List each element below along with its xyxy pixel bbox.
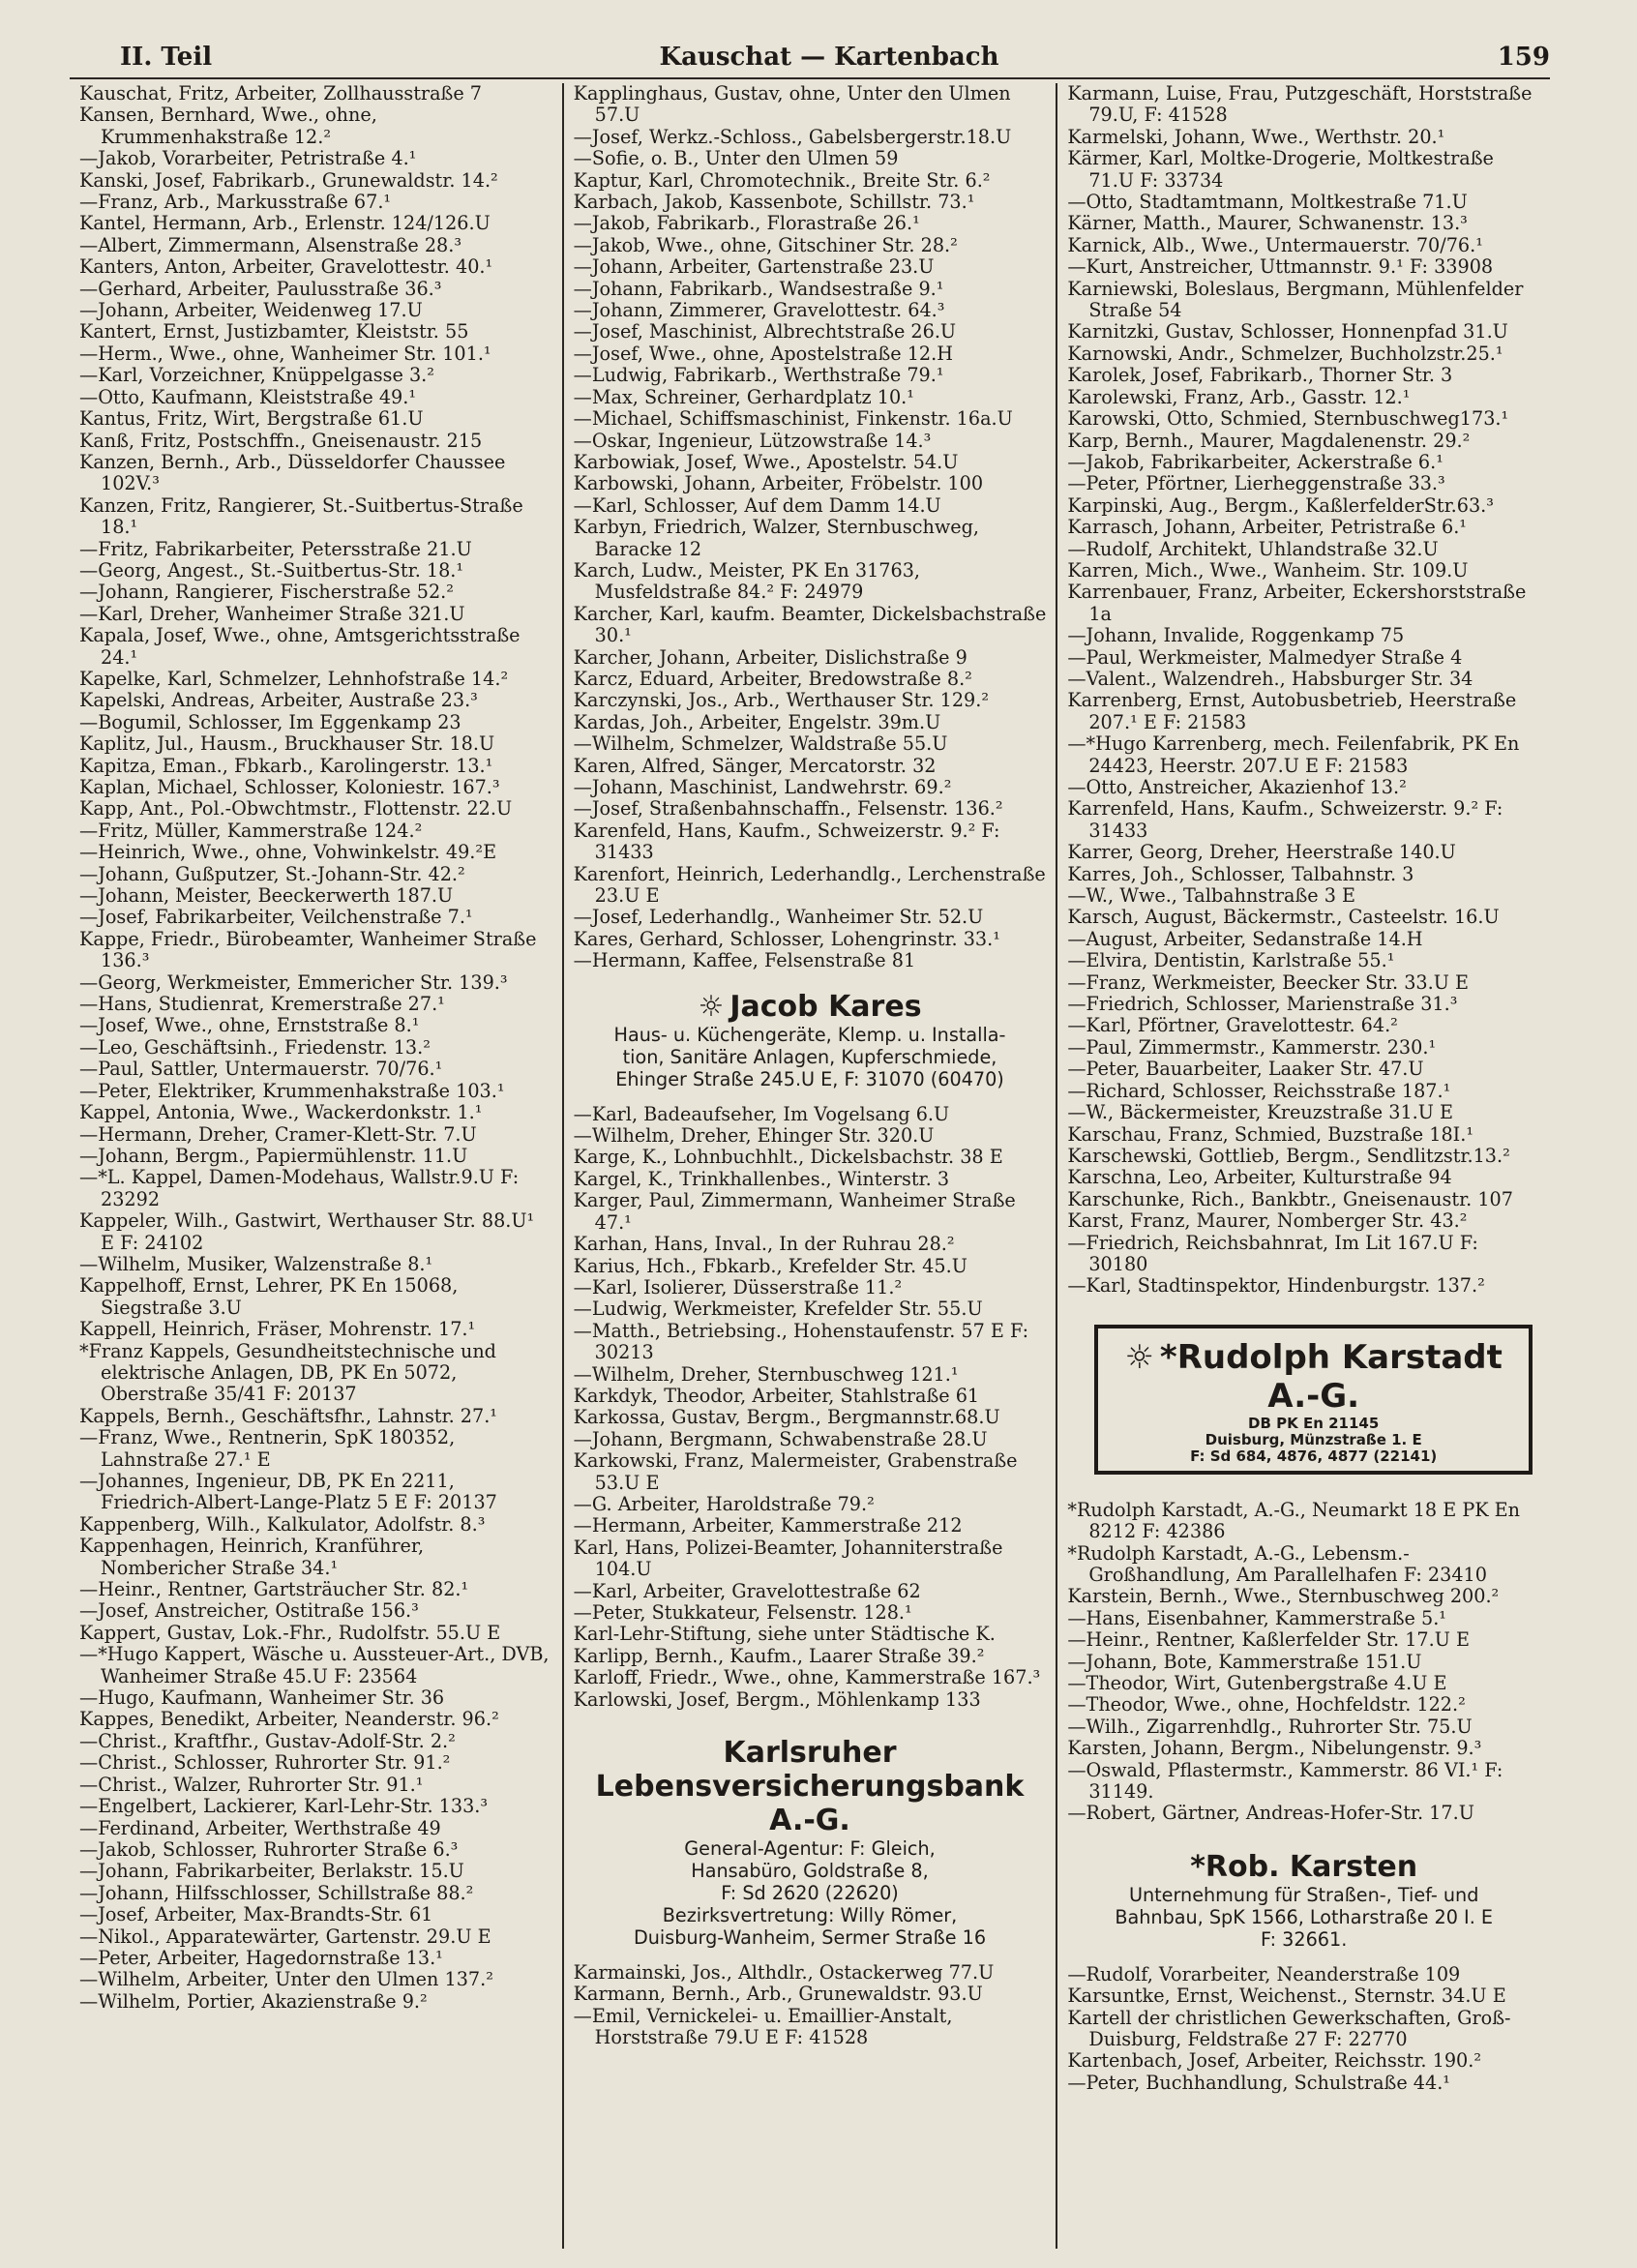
directory-entry: —Franz, Arb., Markusstraße 67.¹: [79, 191, 392, 214]
directory-entry: Karcher, Johann, Arbeiter, Dislichstraße 9: [573, 645, 967, 669]
directory-entry: —Ludwig, Werkmeister, Krefelder Str. 55.U: [573, 1298, 983, 1321]
directory-entry: Karius, Hch., Fbkarb., Krefelder Str. 45.U: [573, 1254, 967, 1277]
directory-entry: —Peter, Buchhandlung, Schulstraße 44.¹: [1067, 2071, 1450, 2094]
directory-entry: —Nikol., Apparatewärter, Gartenstr. 29.U E: [79, 1925, 491, 1948]
directory-entry: —Paul, Zimmermstr., Kammerstr. 230.¹: [1067, 1035, 1437, 1059]
page-header: [70, 43, 1550, 81]
directory-entry: Kanzen, Fritz, Rangierer, St.-Suitbertus-Straße 18.¹: [79, 493, 523, 539]
directory-entry: Kaplan, Michael, Schlosser, Koloniestr. 167.³: [79, 776, 500, 798]
directory-entry: Karres, Joh., Schlosser, Talbahnstr. 3: [1067, 862, 1414, 885]
directory-entry: —*L. Kappel, Damen-Modehaus, Wallstr.9.U F: 23292: [79, 1166, 520, 1210]
directory-entry: Karschunke, Rich., Bankbtr., Gneisenaustr. 107: [1067, 1187, 1513, 1210]
directory-entry: Karnowski, Andr., Schmelzer, Buchholzstr.25.¹: [1067, 342, 1503, 365]
ad-rob-karsten: [1067, 1850, 1540, 1951]
directory-entry: —Friedrich, Schlosser, Marienstraße 31.³: [1067, 993, 1458, 1016]
directory-entry: —Engelbert, Lackierer, Karl-Lehr-Str. 133.³: [79, 1795, 489, 1818]
directory-entry: —Georg, Angest., St.-Suitbertus-Str. 18.¹: [79, 558, 464, 582]
directory-entry: —Hermann, Dreher, Cramer-Klett-Str. 7.U: [79, 1122, 477, 1146]
directory-entry: Kapitza, Eman., Fbkarb., Karolingerstr. 13.¹: [79, 754, 493, 777]
directory-entry: Karp, Bernh., Maurer, Magdalenenstr. 29.²: [1067, 429, 1471, 452]
entry-list-2a: [574, 83, 1047, 972]
directory-entry: —Hermann, Arbeiter, Kammerstraße 212: [573, 1514, 963, 1537]
ad-karlsruher-line: Duisburg-Wanheim, Sermer Straße 16: [633, 1926, 987, 1950]
entry-list-2b: [574, 1104, 1047, 1711]
directory-entry: —Josef, Wwe., ohne, Apostelstraße 12.H: [573, 342, 953, 365]
directory-entry: Karniewski, Boleslaus, Bergmann, Mühlenfelder Straße 54: [1067, 277, 1524, 322]
directory-entry: —Rudolf, Architekt, Uhlandstraße 32.U: [1067, 537, 1439, 560]
ad-karlsruher-line: General-Agentur: F: Gleich,: [684, 1837, 936, 1861]
directory-entry: —Otto, Anstreicher, Akazienhof 13.²: [1067, 776, 1407, 798]
ad-karsten-line: Bahnbau, SpK 1566, Lotharstraße 20 I. E: [1115, 1905, 1494, 1928]
directory-entry: —Johann, Meister, Beeckerwerth 187.U: [79, 884, 454, 908]
directory-entry: —Oswald, Pflastermstr., Kammerstr. 86 VI.¹ F: 31149.: [1067, 1758, 1503, 1804]
ad-karlsruher-line: F: Sd 2620 (22620): [721, 1882, 899, 1905]
directory-entry: —Johann, Bergmann, Schwabenstraße 28.U: [573, 1427, 988, 1450]
directory-entry: —Josef, Arbeiter, Max-Brandts-Str. 61: [79, 1903, 433, 1926]
directory-entry: —Peter, Stukkateur, Felsenstr. 128.¹: [573, 1601, 912, 1624]
directory-entry: Karnick, Alb., Wwe., Untermauerstr. 70/76.¹: [1067, 233, 1483, 256]
directory-entry: —Jakob, Schlosser, Ruhrorter Straße 6.³: [79, 1837, 459, 1861]
directory-entry: Kanters, Anton, Arbeiter, Gravelottestr. 40.¹: [79, 255, 493, 279]
directory-entry: Karsten, Johann, Bergm., Nibelungenstr. 9.³: [1067, 1737, 1482, 1760]
directory-entry: —Peter, Pförtner, Lierheggenstraße 33.³: [1067, 472, 1445, 495]
directory-entry: Karlipp, Bernh., Kaufm., Laarer Straße 39.²: [573, 1644, 985, 1667]
directory-entry: Karcher, Karl, kaufm. Beamter, Dickelsbachstraße 30.¹: [573, 602, 1047, 647]
entry-list-1: [79, 83, 552, 2013]
header-rule: [70, 77, 1550, 79]
directory-entry: Kauschat, Fritz, Arbeiter, Zollhausstraße 7: [79, 83, 483, 104]
directory-entry: —Heinr., Rentner, Gartsträucher Str. 82.¹: [79, 1578, 469, 1601]
directory-entry: *Rudolph Karstadt, A.-G., Neumarkt 18 E PK En 8212 F: 42386: [1067, 1498, 1521, 1543]
directory-entry: —Theodor, Wwe., ohne, Hochfeldstr. 122.²: [1067, 1693, 1466, 1716]
directory-entry: Kartell der christlichen Gewerkschaften, Groß-Duisburg, Feldstraße 27 F: 22770: [1067, 2006, 1511, 2051]
directory-entry: Karsuntke, Ernst, Weichenst., Sternstr. 34.U E: [1067, 1984, 1506, 2008]
directory-entry: Karlowski, Josef, Bergm., Möhlenkamp 133: [573, 1687, 981, 1711]
directory-entry: —Peter, Bauarbeiter, Laaker Str. 47.U: [1067, 1058, 1424, 1081]
directory-entry: —Josef, Lederhandlg., Wanheimer Str. 52.U: [573, 906, 984, 929]
directory-entry: Kärmer, Karl, Moltke-Drogerie, Moltkestraße 71.U F: 33734: [1067, 147, 1494, 192]
directory-entry: Kantus, Fritz, Wirt, Bergstraße 61.U: [79, 407, 424, 431]
directory-entry: —Christ., Walzer, Ruhrorter Str. 91.¹: [79, 1773, 424, 1796]
directory-entry: Karge, K., Lohnbuchhlt., Dickelsbachstr. 38 E: [573, 1146, 1003, 1169]
directory-entry: Karrer, Georg, Dreher, Heerstraße 140.U: [1067, 841, 1456, 864]
directory-entry: Kantel, Hermann, Arb., Erlenstr. 124/126.U: [79, 212, 491, 235]
ad-karlsruher-name2: Lebensversicherungsbank A.-G.: [595, 1770, 1025, 1838]
directory-entry: —Johann, Fabrikarbeiter, Berlakstr. 15.U: [79, 1860, 464, 1883]
directory-entry: —Max, Schreiner, Gerhardplatz 10.¹: [573, 385, 914, 408]
ad-karlsruher: [574, 1736, 1047, 1949]
directory-entry: Karrasch, Johann, Arbeiter, Petristraße 6.¹: [1067, 516, 1467, 539]
directory-entry: Karsch, August, Bäckermstr., Casteelstr. 16.U: [1067, 906, 1500, 929]
directory-entry: —Karl, Stadtinspektor, Hindenburgstr. 137.²: [1067, 1274, 1485, 1298]
ad-karlsruher-name1: Karlsruher: [723, 1736, 897, 1771]
directory-entry: —Sofie, o. B., Unter den Ulmen 59: [573, 147, 899, 170]
directory-entry: —Christ., Schlosser, Ruhrorter Str. 91.²: [79, 1751, 451, 1775]
directory-entry: —Theodor, Wirt, Gutenbergstraße 4.U E: [1067, 1672, 1447, 1694]
directory-entry: Kapelke, Karl, Schmelzer, Lehnhofstraße 14.²: [79, 667, 509, 690]
ad-karsten-line: Unternehmung für Straßen-, Tief- und: [1128, 1883, 1479, 1906]
directory-entry: —Otto, Kaufmann, Kleiststraße 49.¹: [79, 385, 417, 408]
ad-kares-line: Ehinger Straße 245.U E, F: 31070 (60470): [615, 1067, 1004, 1090]
directory-entry: —Johannes, Ingenieur, DB, PK En 2211, Friedrich-Albert-Lange-Platz 5 E F: 20137: [79, 1470, 497, 1514]
directory-entry: —*Hugo Kappert, Wäsche u. Aussteuer-Art., DVB, Wanheimer Straße 45.U F: 23564: [79, 1643, 550, 1687]
directory-entry: —Christ., Kraftfhr., Gustav-Adolf-Str. 2.²: [79, 1729, 456, 1752]
ad-kares-line: Haus- u. Küchengeräte, Klemp. u. Installa-: [613, 1023, 1006, 1046]
directory-entry: —Wilhelm, Arbeiter, Unter den Ulmen 137.²: [79, 1968, 493, 1991]
directory-entry: —Matth., Betriebsing., Hohenstaufenstr. 57 E F: 30213: [573, 1319, 1029, 1364]
directory-entry: Karnitzki, Gustav, Schlosser, Honnenpfad 31.U: [1067, 320, 1508, 343]
ad-karlsruher-line: Bezirksvertretung: Willy Römer,: [662, 1904, 958, 1927]
directory-entry: —Georg, Werkmeister, Emmericher Str. 139.³: [79, 970, 508, 994]
directory-entry: Kapelski, Andreas, Arbeiter, Austraße 23.³: [79, 689, 478, 712]
directory-entry: —Emil, Vernickelei- u. Emaillier-Anstalt, Horststraße 79.U E F: 41528: [573, 2004, 953, 2049]
directory-entry: —Elvira, Dentistin, Karlstraße 55.¹: [1067, 949, 1395, 972]
ad-karstadt-name: *Rudolph Karstadt A.-G.: [1159, 1337, 1503, 1416]
directory-entry: —Karl, Pförtner, Gravelottestr. 64.²: [1067, 1014, 1398, 1037]
directory-entry: Kärner, Matth., Maurer, Schwanenstr. 13.³: [1067, 212, 1468, 235]
directory-entry: —Wilhelm, Musiker, Walzenstraße 8.¹: [79, 1252, 433, 1275]
directory-entry: —Peter, Elektriker, Krummenhakstraße 103.¹: [79, 1079, 505, 1102]
directory-entry: Karl, Hans, Polizei-Beamter, Johanniterstraße 104.U: [573, 1536, 1003, 1581]
ad-karlsruher-line: Hansabüro, Goldstraße 8,: [691, 1860, 929, 1883]
page-number: 159: [1497, 43, 1550, 72]
directory-entry: —Johann, Arbeiter, Weidenweg 17.U: [79, 299, 423, 322]
directory-entry: Karst, Franz, Maurer, Nomberger Str. 43.²: [1067, 1209, 1468, 1233]
ad-karstadt-line: DB PK En 21145: [1248, 1414, 1380, 1432]
ad-karstadt-line: Duisburg, Münzstraße 1. E: [1205, 1430, 1422, 1448]
directory-entry: —W., Bäckermeister, Kreuzstraße 31.U E: [1067, 1101, 1454, 1124]
entry-list-3a: [1067, 83, 1540, 1298]
column-1: [70, 83, 562, 2249]
directory-entry: —Michael, Schiffsmaschinist, Finkenstr. 16a.U: [573, 407, 1013, 431]
directory-entry: Karch, Ludw., Meister, PK En 31763, Musfeldstraße 84.² F: 24979: [573, 558, 921, 604]
column-2: [562, 83, 1057, 2249]
directory-entry: Kappel, Antonia, Wwe., Wackerdonkstr. 1.¹: [79, 1101, 483, 1124]
directory-entry: —Johann, Gußputzer, St.-Johann-Str. 42.²: [79, 862, 465, 885]
directory-entry: —Karl, Vorzeichner, Knüppelgasse 3.²: [79, 364, 434, 387]
directory-entry: Kappes, Benedikt, Arbeiter, Neanderstr. 96.²: [79, 1708, 499, 1731]
directory-entry: Kardas, Joh., Arbeiter, Engelstr. 39m.U: [573, 710, 941, 733]
ad-kares-line: tion, Sanitäre Anlagen, Kupferschmiede,: [622, 1045, 997, 1068]
directory-entry: —Karl, Schlosser, Auf dem Damm 14.U: [573, 493, 941, 517]
directory-entry: Kantert, Ernst, Justizbamter, Kleiststr. 55: [79, 320, 469, 343]
directory-entry: Karrenberg, Ernst, Autobusbetrieb, Heerstraße 207.¹ E F: 21583: [1067, 689, 1517, 733]
directory-entry: —Kurt, Anstreicher, Uttmannstr. 9.¹ F: 33908: [1067, 255, 1494, 279]
directory-entry: —Paul, Sattler, Untermauerstr. 70/76.¹: [79, 1058, 443, 1081]
directory-entry: —Hans, Studienrat, Kremerstraße 27.¹: [79, 993, 445, 1016]
ad-karstadt: [1094, 1325, 1533, 1475]
directory-entry: Karschewski, Gottlieb, Bergm., Sendlitzstr.13.²: [1067, 1144, 1510, 1167]
directory-entry: Karmann, Luise, Frau, Putzgeschäft, Horststraße 79.U, F: 41528: [1067, 83, 1533, 127]
directory-entry: Karbowiak, Josef, Wwe., Apostelstr. 54.U: [573, 450, 959, 473]
directory-entry: —Oskar, Ingenieur, Lützowstraße 14.³: [573, 429, 932, 452]
directory-entry: Kapplinghaus, Gustav, ohne, Unter den Ulmen 57.U: [573, 83, 1011, 127]
directory-entry: Karczynski, Jos., Arb., Werthauser Str. 129.²: [573, 689, 990, 712]
running-head: Kauschat — Kartenbach: [659, 43, 999, 72]
directory-entry: —Wilhelm, Dreher, Sternbuschweg 121.¹: [573, 1362, 959, 1386]
directory-entry: —Wilh., Zigarrenhdlg., Ruhrorter Str. 75.U: [1067, 1715, 1473, 1738]
directory-entry: —Johann, Maschinist, Landwehrstr. 69.²: [573, 776, 952, 798]
directory-entry: —Herm., Wwe., ohne, Wanheimer Str. 101.¹: [79, 342, 491, 365]
directory-entry: —Otto, Stadtamtmann, Moltkestraße 71.U: [1067, 191, 1468, 214]
directory-entry: —Johann, Arbeiter, Gartenstraße 23.U: [573, 255, 935, 279]
directory-entry: —Franz, Wwe., Rentnerin, SpK 180352, Lahnstraße 27.¹ E: [79, 1426, 456, 1471]
directory-entry: —Josef, Anstreicher, Ostitraße 156.³: [79, 1599, 419, 1623]
directory-entry: —Josef, Fabrikarbeiter, Veilchenstraße 7.¹: [79, 906, 473, 929]
directory-entry: —Franz, Werkmeister, Beecker Str. 33.U E: [1067, 970, 1470, 994]
directory-entry: Karl-Lehr-Stiftung, siehe unter Städtische K.: [573, 1623, 996, 1646]
directory-entry: —Heinrich, Wwe., ohne, Vohwinkelstr. 49.²E: [79, 841, 497, 864]
directory-entry: —Josef, Maschinist, Albrechtstraße 26.U: [573, 320, 957, 343]
ad-karsten-name: *Rob. Karsten: [1190, 1849, 1418, 1884]
directory-entry: Kaplitz, Jul., Hausm., Bruckhauser Str. 18.U: [79, 732, 495, 756]
directory-entry: Karkossa, Gustav, Bergm., Bergmannstr.68.U: [573, 1406, 1000, 1429]
directory-entry: Kappenberg, Wilh., Kalkulator, Adolfstr. 8.³: [79, 1512, 486, 1536]
directory-entry: —Karl, Arbeiter, Gravelottestraße 62: [573, 1579, 921, 1602]
directory-entry: Kargel, K., Trinkhallenbes., Winterstr. 3: [573, 1167, 950, 1190]
directory-entry: Karen, Alfred, Sänger, Mercatorstr. 32: [573, 754, 937, 777]
directory-entry: Karowski, Otto, Schmied, Sternbuschweg173.¹: [1067, 407, 1509, 431]
directory-entry: —Josef, Wwe., ohne, Ernststraße 8.¹: [79, 1014, 420, 1037]
directory-entry: —Johann, Hilfsschlosser, Schillstraße 88.²: [79, 1881, 474, 1904]
directory-entry: Karbach, Jakob, Kassenbote, Schillstr. 73.¹: [573, 191, 975, 214]
entry-list-2c: [574, 1962, 1047, 2049]
directory-entry: Kappell, Heinrich, Fräser, Mohrenstr. 17.¹: [79, 1318, 476, 1341]
directory-entry: —Heinr., Rentner, Kaßlerfelder Str. 17.U E: [1067, 1628, 1470, 1652]
directory-entry: Kanzen, Bernh., Arb., Düsseldorfer Chaussee 102V.³: [79, 450, 506, 495]
directory-entry: Karger, Paul, Zimmermann, Wanheimer Straße 47.¹: [573, 1189, 1016, 1234]
ad-kares-name: Jacob Kares: [729, 989, 922, 1024]
directory-entry: —Josef, Werkz.-Schloss., Gabelsbergerstr.18.U: [573, 125, 1012, 148]
directory-entry: Kapp, Ant., Pol.-Obwchtmstr., Flottenstr. 22.U: [79, 797, 513, 821]
directory-entry: —Gerhard, Arbeiter, Paulusstraße 36.³: [79, 277, 442, 300]
directory-entry: —G. Arbeiter, Haroldstraße 79.²: [573, 1492, 875, 1515]
entry-list-3b: [1067, 1500, 1540, 1825]
directory-entry: Kappels, Bernh., Geschäftsfhr., Lahnstr. 27.¹: [79, 1404, 497, 1427]
directory-entry: —Wilhelm, Portier, Akazienstraße 9.²: [79, 1989, 428, 2013]
directory-entry: —Jakob, Vorarbeiter, Petristraße 4.¹: [79, 147, 417, 170]
directory-entry: Kapala, Josef, Wwe., ohne, Amtsgerichtsstraße 24.¹: [79, 624, 521, 669]
directory-entry: Karenfort, Heinrich, Lederhandlg., Lerchenstraße 23.U E: [573, 862, 1046, 908]
columns: [70, 83, 1550, 2249]
directory-entry: —Karl, Badeaufseher, Im Vogelsang 6.U: [573, 1102, 950, 1125]
directory-entry: Kappert, Gustav, Lok.-Fhr., Rudolfstr. 55.U E: [79, 1621, 501, 1644]
directory-entry: —Hermann, Kaffee, Felsenstraße 81: [573, 949, 916, 972]
directory-entry: —Ferdinand, Arbeiter, Werthstraße 49: [79, 1816, 441, 1839]
sun-emblem-icon: ☼: [698, 989, 725, 1024]
directory-entry: —Johann, Bergm., Papiermühlenstr. 11.U: [79, 1144, 468, 1167]
ad-karsten-line: F: 32661.: [1261, 1927, 1348, 1951]
sun-emblem-icon: ☼: [1124, 1337, 1154, 1377]
directory-entry: Karhan, Hans, Inval., In der Ruhrau 28.²: [573, 1233, 955, 1256]
directory-entry: —Friedrich, Reichsbahnrat, Im Lit 167.U F: 30180: [1067, 1231, 1478, 1275]
directory-entry: —Karl, Isolierer, Düsserstraße 11.²: [573, 1275, 903, 1298]
directory-entry: Kares, Gerhard, Schlosser, Lohengrinstr. 33.¹: [573, 927, 1000, 950]
directory-entry: *Rudolph Karstadt, A.-G., Lebensm.-Großhandlung, Am Parallelhafen F: 23410: [1067, 1541, 1487, 1586]
directory-entry: —Richard, Schlosser, Reichsstraße 187.¹: [1067, 1079, 1451, 1102]
entry-list-3c: [1067, 1964, 1540, 2094]
directory-entry: Kappe, Friedr., Bürobeamter, Wanheimer Straße 136.³: [79, 927, 537, 972]
directory-entry: Karolewski, Franz, Arb., Gasstr. 12.¹: [1067, 385, 1411, 408]
directory-entry: —Paul, Werkmeister, Malmedyer Straße 4: [1067, 645, 1463, 669]
directory-entry: Karmainski, Jos., Althdlr., Ostackerweg 77.U: [573, 1961, 995, 1984]
directory-entry: Karenfeld, Hans, Kaufm., Schweizerstr. 9.² F: 31433: [573, 819, 1000, 864]
directory-entry: —Hugo, Kaufmann, Wanheimer Str. 36: [79, 1686, 445, 1710]
directory-entry: —Rudolf, Vorarbeiter, Neanderstraße 109: [1067, 1962, 1461, 1985]
directory-entry: Karren, Mich., Wwe., Wanheim. Str. 109.U: [1067, 558, 1469, 582]
ad-karstadt-line: F: Sd 684, 4876, 4877 (22141): [1190, 1447, 1438, 1465]
directory-entry: —Johann, Bote, Kammerstraße 151.U: [1067, 1650, 1422, 1673]
column-3: [1056, 83, 1550, 2249]
directory-entry: —*Hugo Karrenberg, mech. Feilenfabrik, PK En 24423, Heerstr. 207.U E F: 21583: [1067, 732, 1520, 777]
directory-entry: Karschau, Franz, Schmied, Buzstraße 18I.¹: [1067, 1122, 1474, 1146]
directory-entry: Kanß, Fritz, Postschffn., Gneisenaustr. 215: [79, 429, 483, 452]
directory-entry: —Wilhelm, Dreher, Ehinger Str. 320.U: [573, 1124, 935, 1148]
directory-entry: —Jakob, Fabrikarb., Florastraße 26.¹: [573, 212, 920, 235]
directory-entry: —Robert, Gärtner, Andreas-Hofer-Str. 17.U: [1067, 1802, 1474, 1825]
directory-entry: Karbyn, Friedrich, Walzer, Sternbuschweg, Baracke 12: [573, 516, 980, 560]
directory-entry: —Johann, Invalide, Roggenkamp 75: [1067, 624, 1405, 647]
directory-entry: —Albert, Zimmermann, Alsenstraße 28.³: [79, 233, 462, 256]
directory-entry: Karrenbauer, Franz, Arbeiter, Eckershorststraße 1a: [1067, 581, 1527, 625]
directory-entry: —Bogumil, Schlosser, Im Eggenkamp 23: [79, 710, 461, 733]
directory-entry: Karschna, Leo, Arbeiter, Kulturstraße 94: [1067, 1166, 1452, 1189]
directory-entry: —Johann, Rangierer, Fischerstraße 52.²: [79, 581, 454, 604]
directory-entry: Karpinski, Aug., Bergm., KaßlerfelderStr.63.³: [1067, 493, 1494, 517]
directory-entry: Karolek, Josef, Fabrikarb., Thorner Str. 3: [1067, 364, 1453, 387]
directory-entry: Kappeler, Wilh., Gastwirt, Werthauser Str. 88.U¹ E F: 24102: [79, 1209, 535, 1254]
directory-entry: Karcz, Eduard, Arbeiter, Bredowstraße 8.²: [573, 667, 972, 690]
directory-entry: —Fritz, Fabrikarbeiter, Petersstraße 21.U: [79, 537, 472, 560]
directory-entry: —Johann, Fabrikarb., Wandsestraße 9.¹: [573, 277, 944, 300]
directory-entry: Karmelski, Johann, Wwe., Werthstr. 20.¹: [1067, 125, 1445, 148]
directory-entry: Karkowski, Franz, Malermeister, Grabenstraße 53.U E: [573, 1449, 1018, 1494]
directory-entry: —Ludwig, Fabrikarb., Werthstraße 79.¹: [573, 364, 944, 387]
directory-entry: Kanski, Josef, Fabrikarb., Grunewaldstr. 14.²: [79, 168, 498, 192]
directory-entry: Karmann, Bernh., Arb., Grunewaldstr. 93.U: [573, 1983, 983, 2006]
directory-entry: Kappelhoff, Ernst, Lehrer, PK En 15068, Siegstraße 3.U: [79, 1274, 459, 1319]
directory-entry: —Karl, Dreher, Wanheimer Straße 321.U: [79, 602, 465, 625]
directory-entry: —Johann, Zimmerer, Gravelottestr. 64.³: [573, 299, 945, 322]
directory-entry: Kappenhagen, Heinrich, Kranführer, Nombericher Straße 34.¹: [79, 1535, 425, 1579]
directory-entry: —W., Wwe., Talbahnstraße 3 E: [1067, 884, 1356, 908]
directory-entry: Karrenfeld, Hans, Kaufm., Schweizerstr. 9.² F: 31433: [1067, 797, 1503, 842]
directory-entry: Karloff, Friedr., Wwe., ohne, Kammerstraße 167.³: [573, 1666, 1041, 1689]
directory-entry: —Leo, Geschäftsinh., Friedenstr. 13.²: [79, 1035, 431, 1059]
ad-jacob-kares: [574, 990, 1047, 1090]
directory-entry: —August, Arbeiter, Sedanstraße 14.H: [1067, 927, 1423, 950]
directory-entry: —Wilhelm, Schmelzer, Waldstraße 55.U: [573, 732, 948, 756]
directory-entry: Karstein, Bernh., Wwe., Sternbuschweg 200.²: [1067, 1585, 1500, 1608]
directory-entry: —Jakob, Wwe., ohne, Gitschiner Str. 28.²: [573, 233, 958, 256]
directory-entry: —Jakob, Fabrikarbeiter, Ackerstraße 6.¹: [1067, 450, 1444, 473]
directory-entry: Kartenbach, Josef, Arbeiter, Reichsstr. 190.²: [1067, 2049, 1482, 2073]
directory-entry: Kaptur, Karl, Chromotechnik., Breite Str. 6.²: [573, 168, 991, 192]
directory-entry: —Hans, Eisenbahner, Kammerstraße 5.¹: [1067, 1606, 1446, 1629]
part-label: II. Teil: [120, 43, 213, 72]
directory-entry: —Valent., Walzendreh., Habsburger Str. 34: [1067, 667, 1473, 690]
directory-entry: Karkdyk, Theodor, Arbeiter, Stahlstraße 61: [573, 1384, 980, 1407]
directory-entry: *Franz Kappels, Gesundheitstechnische und elektrische Anlagen, DB, PK En 5072, Oberstraße 35/41 F: 20137: [79, 1339, 496, 1406]
directory-entry: Kansen, Bernhard, Wwe., ohne, Krummenhakstraße 12.²: [79, 104, 377, 148]
directory-entry: —Josef, Straßenbahnschaffn., Felsenstr. 136.²: [573, 797, 1003, 821]
directory-entry: —Peter, Arbeiter, Hagedornstraße 13.¹: [79, 1946, 443, 1969]
directory-entry: —Fritz, Müller, Kammerstraße 124.²: [79, 819, 423, 842]
directory-entry: Karbowski, Johann, Arbeiter, Fröbelstr. 100: [573, 472, 984, 495]
